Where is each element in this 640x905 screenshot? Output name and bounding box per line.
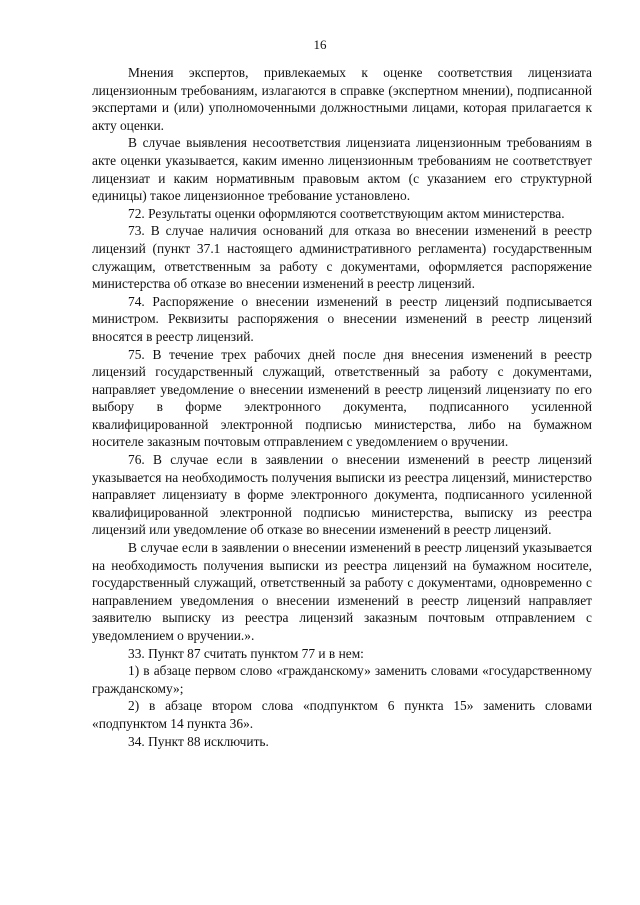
paragraph-item-34: 34. Пункт 88 исключить. xyxy=(128,733,269,749)
paragraph-item-72: 72. Результаты оценки оформляются соответствующим актом министерства. xyxy=(128,205,565,221)
paragraph-expert-opinions: Мнения экспертов, привлекаемых к оценке соответствия лицензиата лицензионным требованиям, излагаются в справке (экспертном мнении), подписанной экспертами и (или) уполномоченными должностными лицами, которая прилагается к акту оценки. xyxy=(92,65,592,133)
page-number: 16 xyxy=(313,37,327,52)
paragraph-nonconformity: В случае выявления несоответствия лицензиата лицензионным требованиям в акте оценки указывается, каким именно лицензионным требованиям не соответствует лицензиат и каким нормативным правовым актом (с указанием его структурной единицы) такое лицензионное требование установлено. xyxy=(92,135,592,204)
paragraph-item-73: 73. В случае наличия оснований для отказа во внесении изменений в реестр лицензий (пункт 37.1 настоящего административного регламента) государственным служащим, ответственным за работу с документами, оформляется распоряжение министерства об отказе во внесении изменений в реестр лицензий. xyxy=(92,223,592,292)
document-body xyxy=(92,64,592,750)
paragraph-paper-extract: В случае если в заявлении о внесении изменений в реестр лицензий указывается на необходимость получения выписки из реестра лицензий на бумажном носителе, государственный служащий, ответственный за работу с документами, одновременно с направлением уведомления о внесении изменений в реестр лицензий направляет заявителю выписку из реестра лицензий заказным почтовым отправлением с уведомлением о вручении.». xyxy=(92,540,592,643)
paragraph-subitem-2: 2) в абзаце втором слова «подпунктом 6 пункта 15» заменить словами «подпунктом 14 пункта 36». xyxy=(92,698,592,731)
paragraph-subitem-1: 1) в абзаце первом слово «гражданскому» заменить словами «государственному гражданскому»; xyxy=(92,663,592,696)
paragraph-item-75: 75. В течение трех рабочих дней после дня внесения изменений в реестр лицензий государственный служащий, ответственный за работу с документами, направляет уведомление о внесении изменений в реестр лицензий лицензиату по его выбору в форме электронного документа, подписанного усиленной квалифицированной электронной подписью министерства, либо на бумажном носителе заказным почтовым отправлением с уведомлением о вручении. xyxy=(92,346,592,450)
paragraph-item-76: 76. В случае если в заявлении о внесении изменений в реестр лицензий указывается на необходимость получения выписки из реестра лицензий, министерство направляет лицензиату в форме электронного документа, подписанного усиленной квалифицированной электронной подписью министерства, выписку из реестра лицензий или уведомление об отказе во внесении изменений в реестр лицензий. xyxy=(92,452,592,538)
paragraph-item-74: 74. Распоряжение о внесении изменений в реестр лицензий подписывается министром. Реквизиты распоряжения о внесении изменений в реестр лицензий вносятся в реестр лицензий. xyxy=(92,293,592,344)
paragraph-item-33: 33. Пункт 87 считать пунктом 77 и в нем: xyxy=(128,645,364,661)
